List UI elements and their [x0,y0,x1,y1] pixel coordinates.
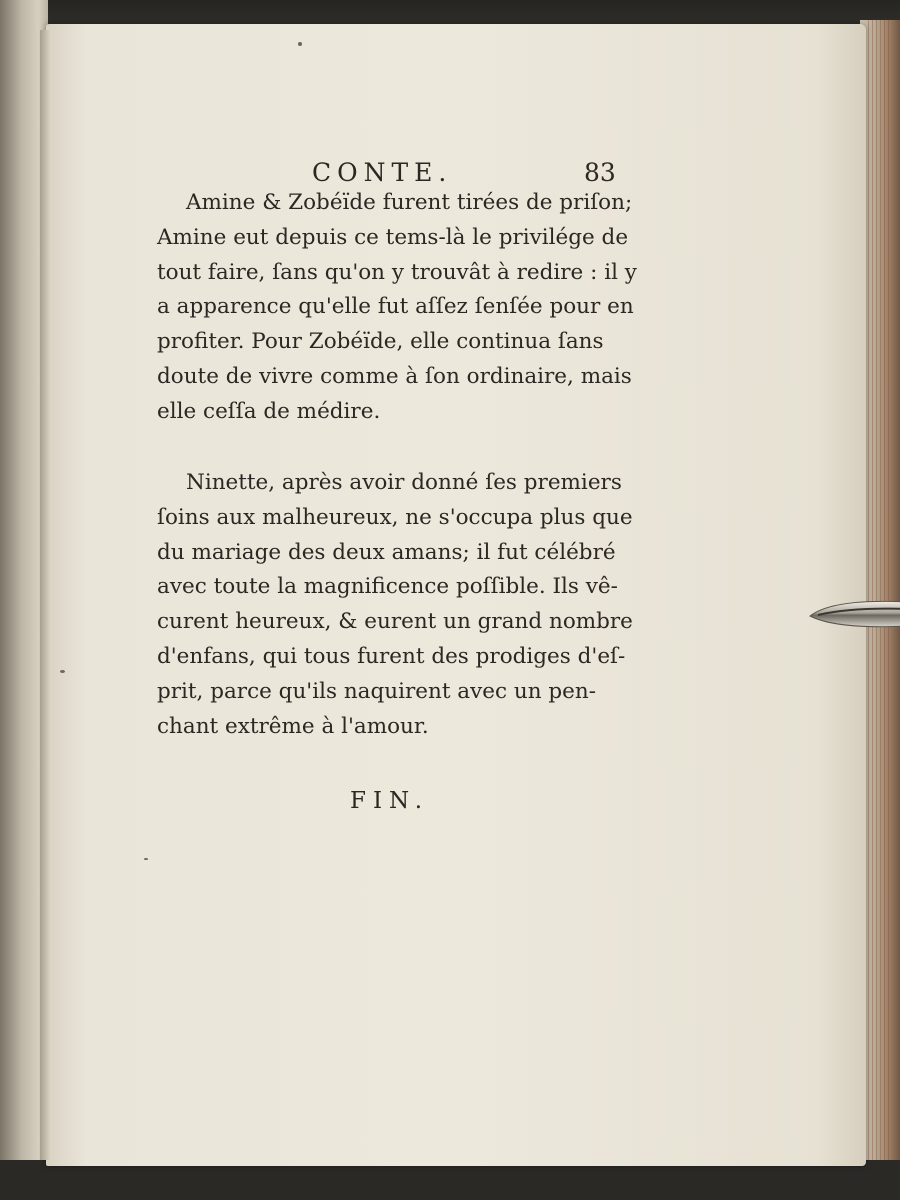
text-line: Ninette, après avoir donné ſes premiers [186,470,622,495]
paper-speck [60,670,65,673]
text-line: ſoins aux malheureux, ne s'occupa plus que [157,504,633,530]
paper-speck [298,42,302,46]
text-line: profiter. Pour Zobéïde, elle continua ſans [157,329,604,355]
text-line: Amine & Zobéïde furent tirées de priſon; [186,190,633,215]
text-line: a apparence qu'elle fut aſſez ſenſée pour en [157,294,634,320]
text-line: tout faire, ſans qu'on y trouvât à redire : il y [157,259,637,285]
page-edges [868,20,892,1160]
paragraph-1 [157,186,637,430]
bottom-shadow [0,1160,900,1200]
metal-bookmark-clip-icon [808,596,900,632]
paper-speck [144,858,148,860]
running-head: CONTE. [312,158,453,187]
end-mark: FIN. [350,788,430,814]
text-line: Amine eut depuis ce tems-là le privilége de [157,224,629,250]
page-gutter [40,30,50,1160]
text-line: avec toute la magnificence poſſible. Ils vê- [157,574,618,600]
text-line: curent heureux, & eurent un grand nombre [157,609,633,635]
text-line: d'enfans, qui tous furent des prodiges d'eſ- [157,643,626,669]
paragraph-2 [157,466,633,744]
text-line: du mariage des deux amans; il fut célébré [157,539,616,565]
text-line: elle ceſſa de médire. [157,398,381,424]
page-number: 83 [584,158,616,187]
text-line: prit, parce qu'ils naquirent avec un pen- [157,678,596,704]
text-line: doute de vivre comme à ſon ordinaire, mais [157,363,632,389]
text-line: chant extrême à l'amour. [157,713,429,739]
